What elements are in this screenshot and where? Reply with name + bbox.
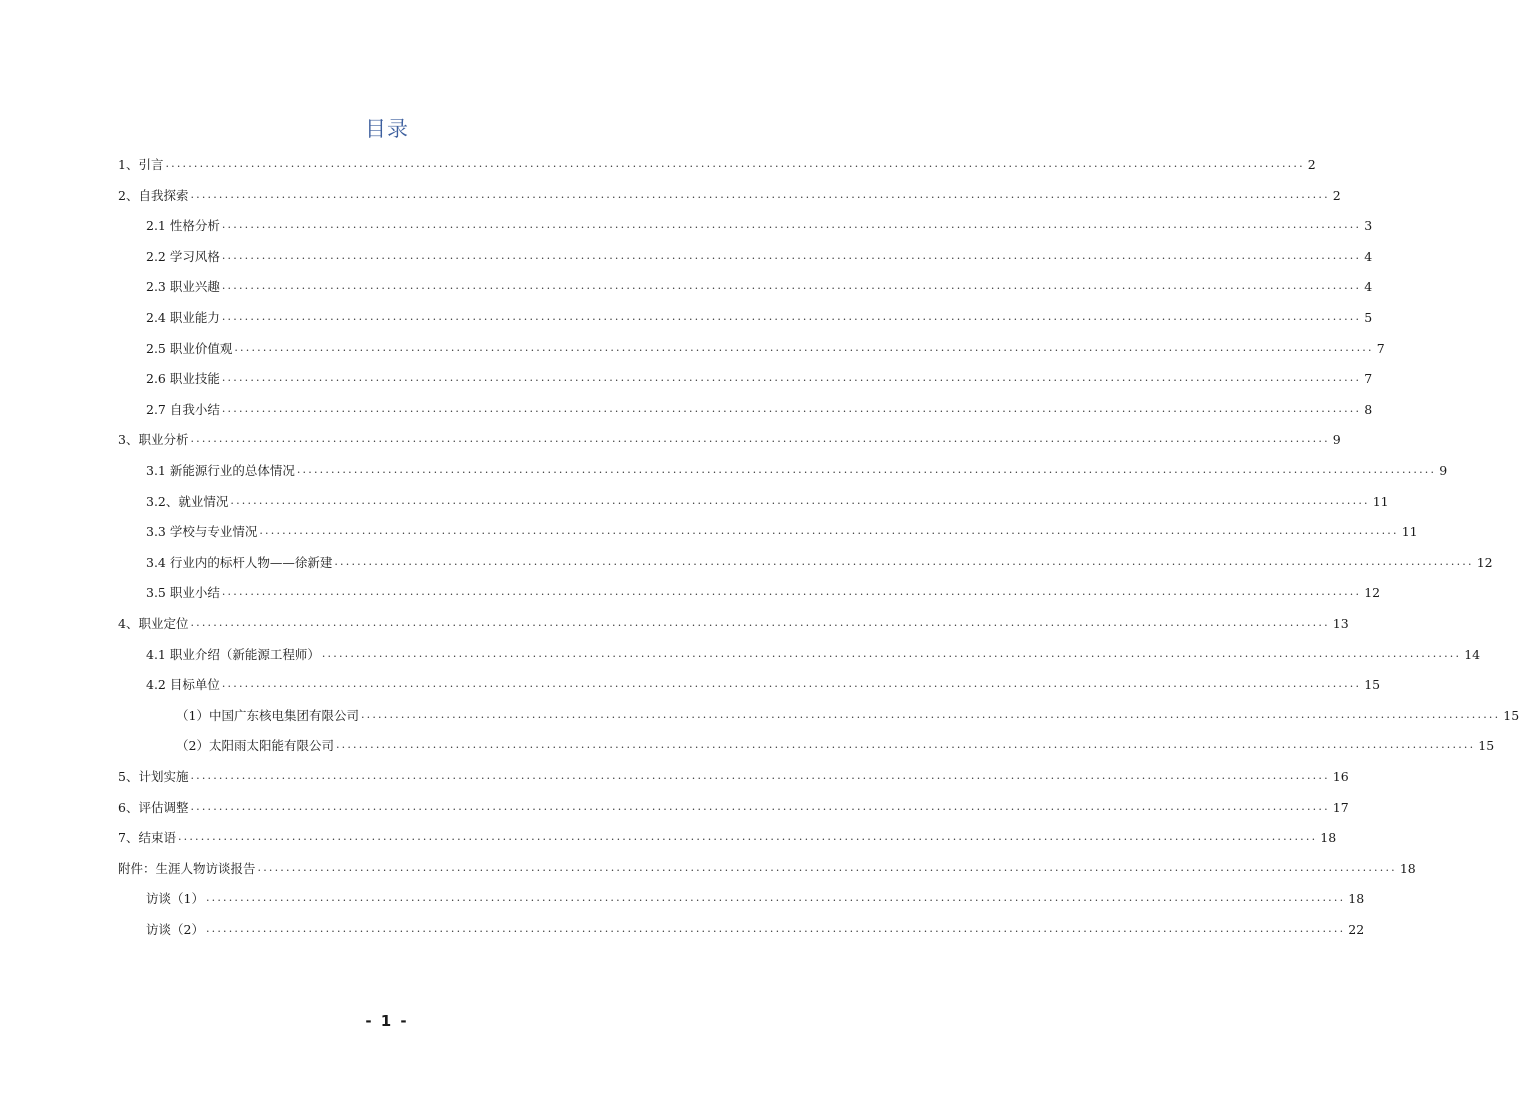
toc-entry[interactable] [118,430,1341,450]
toc-entry[interactable] [146,920,1365,940]
toc-dot-leader: ........................................................................................................................................................................................................ [221,279,1362,293]
toc-entry[interactable] [176,706,1519,726]
toc-dot-leader: ........................................................................................................................................................................................................ [321,646,1462,660]
toc-entry[interactable] [146,675,1381,695]
toc-entry-label: 访谈（1） [146,891,204,907]
toc-dot-leader: ........................................................................................................................................................................................................ [296,463,1437,476]
toc-dot-leader: ........................................................................................................................................................................................................ [221,371,1362,385]
toc-entry[interactable] [146,339,1385,359]
toc-entry-label: 2.3 职业兴趣 [146,279,220,295]
toc-entry-label: 6、评估调整 [118,799,189,815]
toc-entry-page: 7 [1364,371,1373,387]
toc-entry[interactable] [146,216,1373,236]
toc-entry-label: 附件：生涯人物访谈报告 [118,860,256,876]
toc-entry[interactable] [146,492,1389,512]
toc-entry-label: 2、自我探索 [118,187,189,203]
toc-entry-label: 3、职业分析 [118,432,189,448]
toc-entry-label: 4、职业定位 [118,616,189,631]
page-number: - 1 - [365,1012,409,1030]
toc-entry-page: 15 [1478,738,1495,754]
toc-entry-label: 2.5 职业价值观 [146,340,233,356]
toc-title: 目录 [365,117,409,141]
toc-dot-leader: ........................................................................................................................................................................................................ [205,922,1346,935]
toc-dot-leader: ........................................................................................................................................................................................................ [190,769,1330,782]
toc-entry-label: 3.4 行业内的标杆人物——徐新建 [146,554,333,570]
toc-dot-leader: ........................................................................................................................................................................................................ [190,187,1330,201]
toc-dot-leader: ........................................................................................................................................................................................................ [221,248,1362,262]
toc-dot-leader: ........................................................................................................................................................................................................ [335,738,1476,752]
toc-entry-label: 2.4 职业能力 [146,310,220,325]
toc-entry-page: 13 [1332,616,1349,631]
toc-dot-leader: ........................................................................................................................................................................................................ [165,157,1305,170]
toc-entry[interactable] [118,828,1337,848]
toc-entry[interactable] [118,186,1341,206]
toc-entry-page: 18 [1348,891,1365,907]
toc-entry-page: 18 [1399,860,1416,876]
toc-entry[interactable] [146,522,1418,542]
toc-entry-page: 4 [1364,279,1373,295]
toc-entry[interactable] [118,155,1316,175]
toc-dot-leader: ........................................................................................................................................................................................................ [334,554,1474,568]
toc-entry[interactable] [146,645,1481,665]
toc-entry-label: 1、引言 [118,157,164,172]
toc-entry-page: 7 [1376,340,1385,356]
toc-entry[interactable] [146,369,1373,389]
toc-dot-leader: ........................................................................................................................................................................................................ [221,585,1362,599]
toc-entry-label: 7、结束语 [118,830,176,846]
toc-entry-page: 3 [1364,218,1373,234]
toc-dot-leader: ........................................................................................................................................................................................................ [259,524,1399,538]
toc-dot-leader: ........................................................................................................................................................................................................ [360,707,1501,721]
toc-entry-page: 4 [1364,248,1373,264]
toc-entry[interactable] [118,859,1416,879]
toc-entry-page: 16 [1332,769,1349,784]
toc-dot-leader: ........................................................................................................................................................................................................ [190,432,1330,446]
toc-dot-leader: ........................................................................................................................................................................................................ [190,799,1330,813]
toc-entry-label: 3.2、就业情况 [146,493,229,509]
toc-entry-label: 3.3 学校与专业情况 [146,524,258,540]
toc-entry-label: （1）中国广东核电集团有限公司 [176,707,359,723]
toc-entry-label: 2.2 学习风格 [146,248,220,264]
toc-entry-page: 14 [1464,646,1481,662]
toc-dot-leader: ........................................................................................................................................................................................................ [190,616,1330,629]
toc-entry[interactable] [146,308,1373,328]
toc-dot-leader: ........................................................................................................................................................................................................ [177,830,1318,844]
toc-entry-page: 22 [1348,922,1365,937]
toc-entry-page: 11 [1372,493,1389,509]
toc-entry-label: 访谈（2） [146,922,204,937]
toc-entry-label: 3.5 职业小结 [146,585,220,601]
toc-entry-page: 2 [1307,157,1316,172]
toc-dot-leader: ........................................................................................................................................................................................................ [221,218,1362,232]
toc-entry-page: 9 [1332,432,1341,448]
toc-dot-leader: ........................................................................................................................................................................................................ [230,493,1370,507]
toc-entry[interactable] [118,798,1349,818]
toc-dot-leader: ........................................................................................................................................................................................................ [221,310,1362,323]
toc-entry[interactable] [146,461,1448,481]
toc-entry[interactable] [146,583,1381,603]
toc-entry-label: （2）太阳雨太阳能有限公司 [176,738,334,754]
toc-dot-leader: ........................................................................................................................................................................................................ [257,860,1397,874]
toc-entry[interactable] [118,614,1349,634]
toc-entry[interactable] [146,400,1373,420]
toc-dot-leader: ........................................................................................................................................................................................................ [234,340,1374,354]
toc-entry[interactable] [176,736,1495,756]
toc-entry[interactable] [118,767,1349,787]
toc-entry[interactable] [146,889,1365,909]
toc-entry[interactable] [146,277,1373,297]
toc-entry-page: 9 [1439,463,1448,478]
toc-entry-label: 4.1 职业介绍（新能源工程师） [146,646,320,662]
toc-entry-page: 2 [1332,187,1341,203]
toc-dot-leader: ........................................................................................................................................................................................................ [205,891,1346,905]
toc-entry-page: 8 [1364,401,1373,417]
toc-entry-label: 2.6 职业技能 [146,371,220,387]
toc-entry-page: 12 [1476,554,1493,570]
toc-entry-page: 15 [1364,677,1381,693]
toc-entry-label: 4.2 目标单位 [146,677,220,693]
toc-entry-page: 12 [1364,585,1381,601]
toc-dot-leader: ........................................................................................................................................................................................................ [221,677,1362,691]
toc-entry-label: 2.1 性格分析 [146,218,220,234]
toc-entry[interactable] [146,553,1493,573]
toc-entry-label: 5、计划实施 [118,769,189,784]
toc-entry[interactable] [146,247,1373,267]
toc-entry-page: 18 [1320,830,1337,846]
toc-entry-page: 11 [1401,524,1418,540]
toc-entry-label: 3.1 新能源行业的总体情况 [146,463,295,478]
toc-entry-page: 17 [1332,799,1349,815]
toc-entry-page: 5 [1364,310,1373,325]
toc-dot-leader: ........................................................................................................................................................................................................ [221,401,1362,415]
toc-entry-page: 15 [1503,707,1519,723]
toc-entry-label: 2.7 自我小结 [146,401,220,417]
